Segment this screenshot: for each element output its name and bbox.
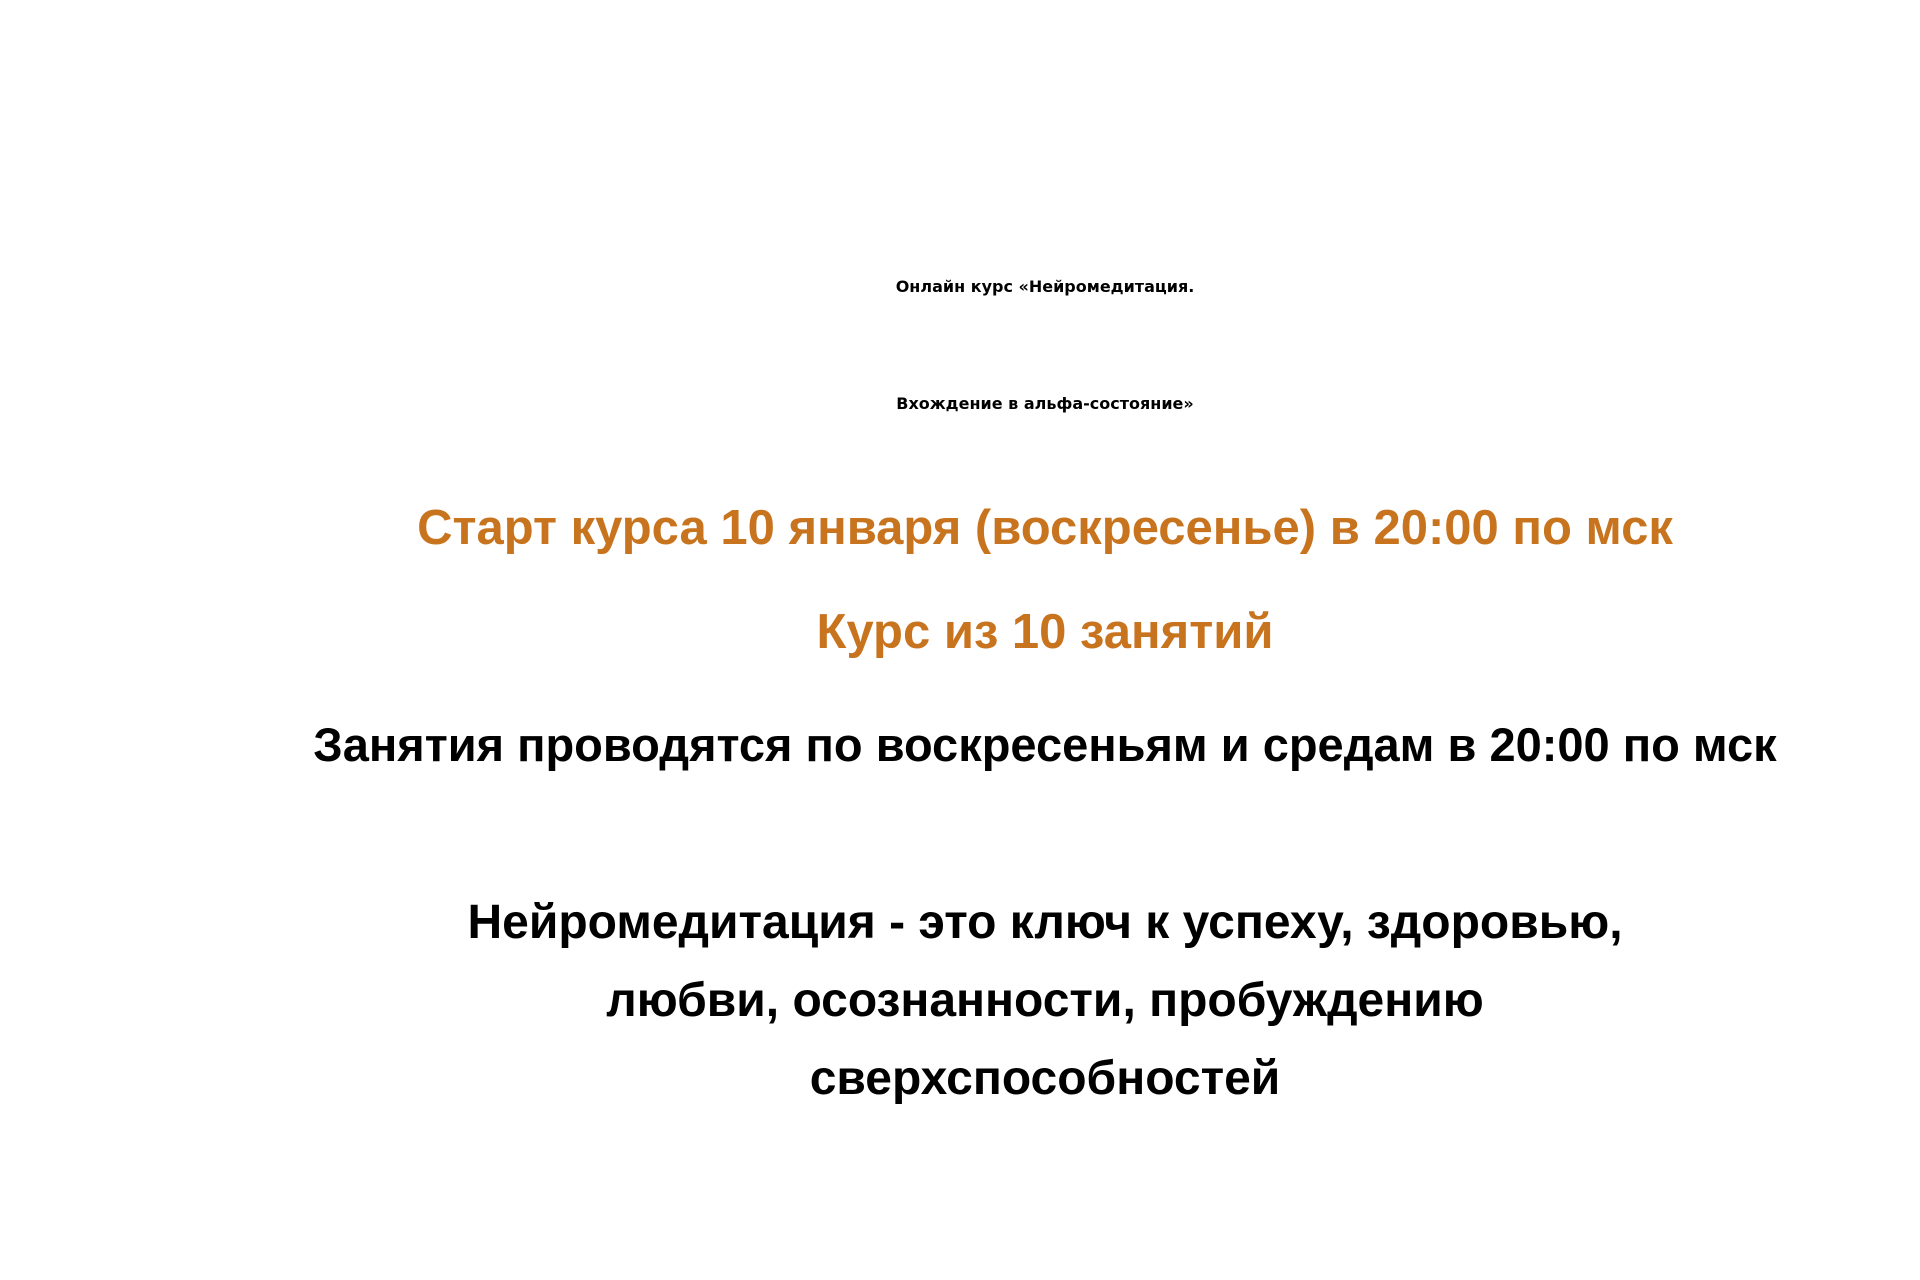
course-schedule-text: Занятия проводятся по воскресеньям и средам в 20:00 по мск	[313, 718, 1777, 771]
course-description-line-3: сверхспособностей	[809, 1052, 1281, 1105]
course-description-line-1: Нейромедитация - это ключ к успеху, здоровью,	[467, 896, 1623, 949]
page-title	[170, 228, 1920, 462]
course-description-line-2: любви, осознанности, пробуждению	[606, 974, 1484, 1027]
course-description	[170, 884, 1920, 1118]
page-title-line-1: Онлайн курс «Нейромедитация.	[895, 277, 1195, 296]
page-title-line-2: Вхождение в альфа-состояние»	[896, 394, 1194, 413]
course-length-text: Курс из 10 занятий	[816, 605, 1274, 659]
course-start-text: Старт курса 10 января (воскресенье) в 20:00 по мск	[417, 501, 1673, 555]
